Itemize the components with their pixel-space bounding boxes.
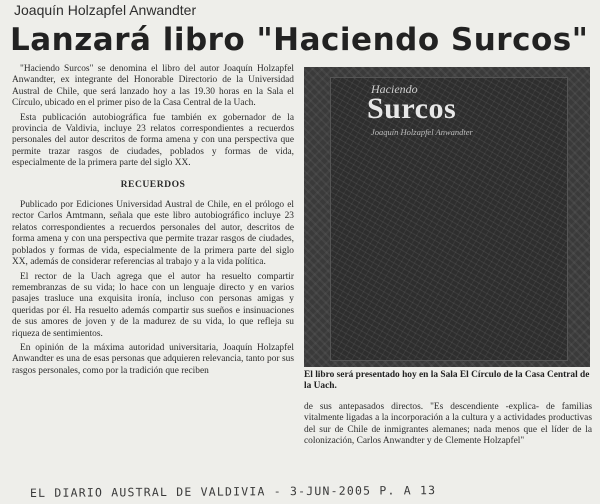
book-title-large: Surcos bbox=[367, 92, 457, 125]
book-cover-photo bbox=[304, 67, 590, 367]
paragraph-recuerdos-2: El rector de la Uach agrega que el autor ha resuelto compartir remembranzas de su vida; lo hace con un lenguaje directo y en varios pasajes trasluce una exquisita ironía, incluso con personas amigas y queridas por él. Ha resuelto además compartir sus sueños e insinuaciones de sus amores de joven y de la madurez de su vida, lo que refleja su riqueza de sentimientos. bbox=[12, 271, 294, 339]
handwritten-source-note: EL DIARIO AUSTRAL DE VALDIVIA - 3-JUN-2005 P. A 13 bbox=[29, 483, 437, 500]
paragraph-intro-2: Esta publicación autobiográfica fue también ex gobernador de la provincia de Valdivia, incluye 23 relatos correspondientes a recuerdos personales del autor descritos de forma amena y con una perspectiva que permite trazar rasgos de ciudades, poblados y formas de vida, especialmente de la primera parte del siglo XX. bbox=[12, 112, 294, 169]
paragraph-recuerdos-1: Publicado por Ediciones Universidad Austral de Chile, en el prólogo el rector Carlos Amtmann, señala que este libro autobiográfico incluye 23 relatos correspondientes a recuerdos personales del autor, descritos de forma amena y con una perspectiva que permite trazar rasgos de ciudades, poblados y formas de vida, especialmente de la primera parte del siglo XX, además de considerar referencias al trabajo y a la vida política. bbox=[12, 200, 294, 268]
photo-caption: El libro será presentado hoy en la Sala El Círculo de la Casa Central de la Uach. bbox=[304, 370, 590, 391]
byline: Joaquín Holzapfel Anwandter bbox=[14, 2, 197, 18]
headline: Lanzará libro "Haciendo Surcos" bbox=[10, 22, 589, 58]
paragraph-intro: "Haciendo Surcos" se denomina el libro del autor Joaquín Holzapfel Anwandter, ex integrante del Honorable Directorio de la Universidad Austral de Chile, que será lanzado hoy a las 19.30 horas en la Sala el Círculo, ubicado en el primer piso de la Casa Central de la Uach. bbox=[12, 64, 294, 109]
book-title-small: Haciendo bbox=[371, 82, 418, 96]
section-subhead: RECUERDOS bbox=[120, 178, 186, 190]
article-body-right bbox=[304, 402, 592, 448]
paragraph-recuerdos-3: En opinión de la máxima autoridad universitaria, Joaquín Holzapfel Anwandter es una de esas personas que adquieren relevancia, tanto por sus rasgos personales, como por la tradición que reciben bbox=[12, 342, 294, 376]
paragraph-continuation: de sus antepasados directos. "Es descendiente -explica- de familias vitalmente ligadas a la incorporación a la cultura y a actividades productivas del sur de Chile de inmigrantes alemanes; nada menos que el líder de la colonización, Carlos Anwandter y de Clemente Holzapfel" bbox=[304, 402, 592, 447]
book-author: Joaquín Holzapfel Anwandter bbox=[371, 127, 473, 137]
book-cover bbox=[330, 77, 568, 361]
article-body-left bbox=[12, 64, 294, 380]
